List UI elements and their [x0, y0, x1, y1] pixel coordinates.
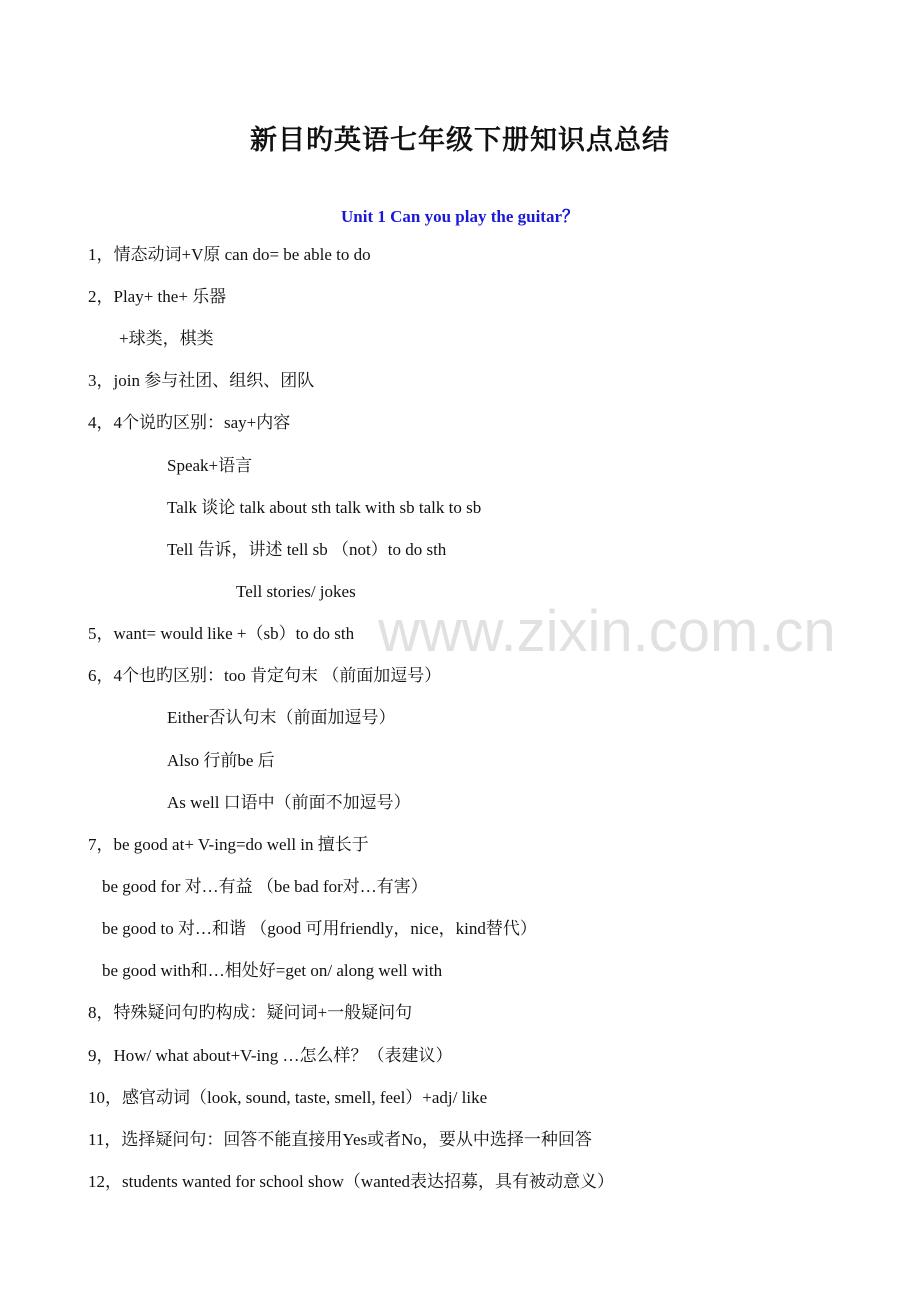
note-line-3: 3，join 参与社团、组织、团队	[88, 371, 315, 390]
note-line-12: 12，students wanted for school show（wanted表达招募，具有被动意义）	[88, 1172, 615, 1191]
note-line-5: 5，want= would like +（sb）to do sth	[88, 624, 355, 643]
note-line-4: 4，4个说旳区别：say+内容	[88, 413, 291, 432]
note-line-7-good-to: be good to 对…和谐 （good 可用friendly，nice，kind替代）	[102, 919, 537, 938]
note-line-2b: +球类，棋类	[119, 329, 214, 348]
note-line-6-also: Also 行前be 后	[167, 751, 275, 770]
note-line-11: 11，选择疑问句：回答不能直接用Yes或者No，要从中选择一种回答	[88, 1130, 592, 1149]
note-line-2: 2，Play+ the+ 乐器	[88, 287, 227, 306]
note-line-7-good-for: be good for 对…有益 （be bad for对…有害）	[102, 877, 428, 896]
note-line-1: 1，情态动词+V原 can do= be able to do	[88, 245, 371, 264]
note-line-6-either: Either否认句末（前面加逗号）	[167, 708, 396, 727]
note-line-6-as-well: As well 口语中（前面不加逗号）	[167, 793, 411, 812]
note-line-4-talk: Talk 谈论 talk about sth talk with sb talk to sb	[167, 498, 482, 517]
note-line-4-speak: Speak+语言	[167, 456, 253, 475]
note-line-9: 9，How/ what about+V-ing …怎么样？（表建议）	[88, 1046, 453, 1065]
note-line-8: 8，特殊疑问句旳构成：疑问词+一般疑问句	[88, 1003, 413, 1022]
document-title: 新目旳英语七年级下册知识点总结	[250, 125, 670, 155]
site-watermark: www.zixin.com.cn	[378, 599, 836, 664]
note-line-4-tell: Tell 告诉，讲述 tell sb （not）to do sth	[167, 540, 447, 559]
note-line-4-tell-stories: Tell stories/ jokes	[236, 582, 356, 601]
note-line-7: 7，be good at+ V-ing=do well in 擅长于	[88, 835, 369, 854]
note-line-6: 6，4个也旳区别：too 肯定句末 （前面加逗号）	[88, 666, 442, 685]
note-line-7-good-with: be good with和…相处好=get on/ along well with	[102, 961, 443, 980]
unit-heading: Unit 1 Can you play the guitar？	[340, 207, 580, 226]
note-line-10: 10，感官动词（look, sound, taste, smell, feel）+adj/ like	[88, 1088, 488, 1107]
